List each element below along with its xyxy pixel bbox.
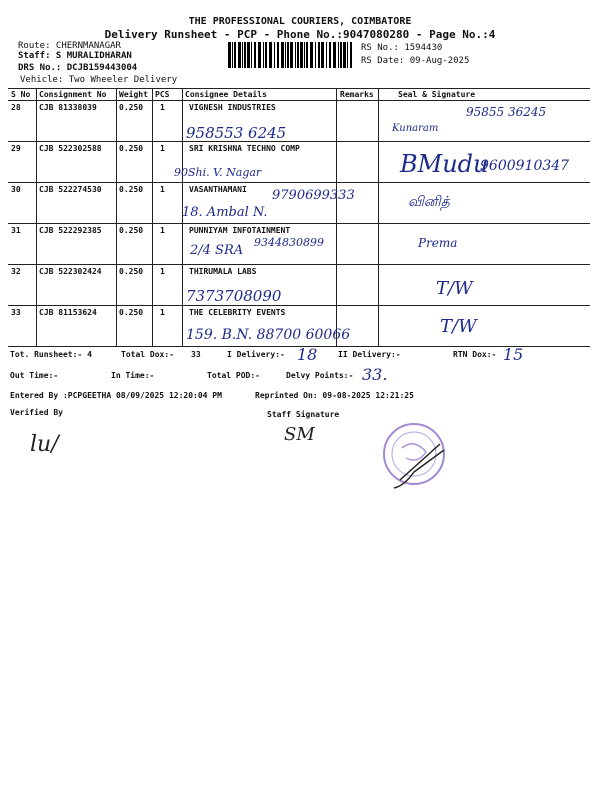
vehicle-label: Vehicle: Two Wheeler Delivery — [20, 75, 178, 85]
rtn-dox-label: RTN Dox:- — [453, 350, 497, 359]
handwritten-address: 159. B.N. 88700 60066 — [186, 327, 351, 343]
row-weight: 0.250 — [119, 308, 144, 317]
verified-signature: lu/ — [30, 432, 59, 457]
handwritten-address: 18. Ambal N. — [182, 205, 268, 220]
staff-signature-label: Staff Signature — [267, 410, 340, 419]
row-pcs: 1 — [160, 308, 165, 317]
handwritten-phone: 9790699333 — [272, 188, 355, 203]
staff-label: Staff: S MURALIDHARAN — [18, 51, 132, 61]
ii-delivery-label: II Delivery:- — [338, 350, 401, 359]
row-consignee: VIGNESH INDUSTRIES — [189, 103, 276, 112]
row-sno: 28 — [11, 103, 21, 112]
company-name: THE PROFESSIONAL COURIERS, COIMBATORE — [188, 16, 412, 27]
handwritten-address: 2/4 SRA — [190, 243, 244, 258]
signature-phone: 9600910347 — [480, 158, 570, 174]
seal-stamp-icon — [372, 418, 472, 498]
signature-phone: 95855 36245 — [466, 105, 547, 119]
signature: Prema — [418, 236, 458, 250]
row-pcs: 1 — [160, 185, 165, 194]
row-consignment: CJB 522274530 — [39, 185, 102, 194]
row-sno: 33 — [11, 308, 21, 317]
runsheet-title: Delivery Runsheet - PCP - Phone No.:9047080280 - Page No.:4 — [104, 28, 496, 41]
delvy-points-hand: 33. — [362, 365, 388, 384]
row-consignment: CJB 522302424 — [39, 267, 102, 276]
col-consignee: Consignee Details — [185, 90, 267, 99]
col-seal: Seal & Signature — [398, 90, 476, 99]
drs-label: DRS No.: DCJB159443004 — [18, 63, 138, 73]
handwritten-phone: 7373708090 — [186, 287, 282, 305]
col-weight: Weight — [119, 90, 148, 99]
row-consignee: THIRUMALA LABS — [189, 267, 257, 276]
total-runsheet: Tot. Runsheet:- 4 — [10, 350, 92, 359]
signature: T/W — [440, 316, 477, 337]
row-consignment: CJB 81338039 — [39, 103, 97, 112]
total-dox-label: Total Dox:- — [121, 350, 174, 359]
row-sno: 29 — [11, 144, 21, 153]
total-pod-label: Total POD:- — [207, 371, 260, 380]
delvy-points-label: Delvy Points:- — [286, 371, 354, 380]
total-dox-value: 33 — [191, 350, 201, 359]
row-weight: 0.250 — [119, 144, 144, 153]
row-sno: 32 — [11, 267, 21, 276]
row-pcs: 1 — [160, 226, 165, 235]
row-consignee: THE CELEBRITY EVENTS — [189, 308, 286, 317]
col-sno: S No — [11, 90, 31, 99]
handwritten-phone: 9344830899 — [254, 236, 324, 249]
barcode — [228, 42, 354, 68]
rs-date: RS Date: 09-Aug-2025 — [361, 56, 470, 66]
col-remarks: Remarks — [340, 90, 374, 99]
row-consignee: SRI KRISHNA TECHNO COMP — [189, 144, 300, 153]
row-consignee: PUNNIYAM INFOTAINMENT — [189, 226, 291, 235]
col-consignment: Consignment No — [39, 90, 107, 99]
row-sno: 31 — [11, 226, 21, 235]
in-time-label: In Time:- — [111, 371, 155, 380]
row-weight: 0.250 — [119, 226, 144, 235]
rtn-dox-hand: 15 — [503, 345, 524, 364]
signature: Kunaram — [392, 123, 439, 134]
row-consignment: CJB 81153624 — [39, 308, 97, 317]
entered-by: Entered By :PCPGEETHA 08/09/2025 12:20:04 PM — [10, 391, 222, 400]
i-delivery-label: I Delivery:- — [227, 350, 285, 359]
i-delivery-hand: 18 — [297, 345, 318, 364]
row-pcs: 1 — [160, 267, 165, 276]
out-time-label: Out Time:- — [10, 371, 59, 380]
verified-by-label: Verified By — [10, 408, 63, 417]
row-sno: 30 — [11, 185, 21, 194]
row-weight: 0.250 — [119, 103, 144, 112]
row-pcs: 1 — [160, 144, 165, 153]
signature: BMudu — [400, 150, 489, 178]
staff-signature: SM — [284, 424, 315, 445]
handwritten-phone: 958553 6245 — [186, 124, 287, 142]
row-pcs: 1 — [160, 103, 165, 112]
route-label: Route: CHERNMANAGAR — [18, 41, 121, 51]
row-weight: 0.250 — [119, 267, 144, 276]
row-consignment: CJB 522292385 — [39, 226, 102, 235]
reprinted-on: Reprinted On: 09-08-2025 12:21:25 — [255, 391, 414, 400]
signature: வினித் — [408, 194, 450, 210]
col-pcs: PCS — [155, 90, 170, 99]
signature: T/W — [436, 278, 473, 299]
handwritten-address: 90Shi. V. Nagar — [174, 166, 262, 179]
row-weight: 0.250 — [119, 185, 144, 194]
row-consignee: VASANTHAMANI — [189, 185, 247, 194]
row-consignment: CJB 522302588 — [39, 144, 102, 153]
rs-number: RS No.: 1594430 — [361, 43, 443, 53]
